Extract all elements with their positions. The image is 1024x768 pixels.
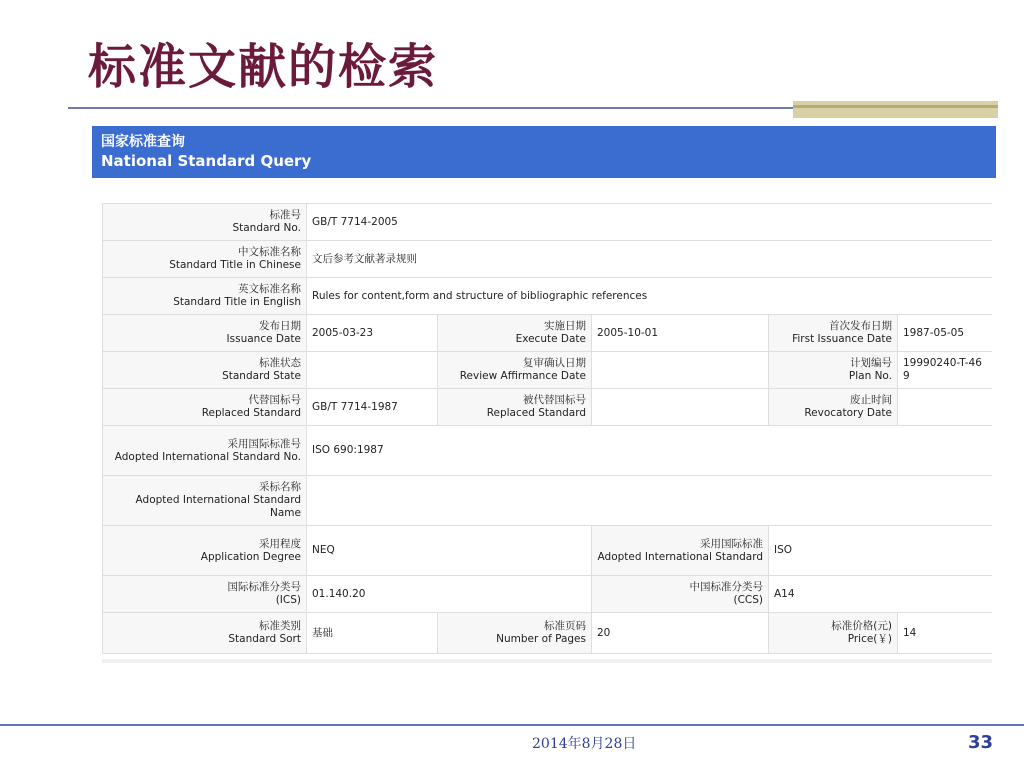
plan-no-value: 19990240-T-469: [898, 352, 993, 389]
table-row: [103, 476, 993, 526]
standard-sort-value: 基础: [307, 613, 438, 654]
table-row: [103, 352, 993, 389]
first-issuance-date-label: 首次发布日期 First Issuance Date: [769, 315, 898, 352]
adopted-intl-name-value: [307, 476, 993, 526]
standard-state-value: [307, 352, 438, 389]
adopted-intl-standard-value: ISO: [769, 526, 993, 576]
application-degree-label: 采用程度 Application Degree: [103, 526, 307, 576]
price-label: 标准价格(元) Price(￥): [769, 613, 898, 654]
standard-detail-panel: [102, 203, 992, 663]
price-value: 14: [898, 613, 993, 654]
page-number: 33: [968, 732, 994, 753]
plan-no-label: 计划编号 Plan No.: [769, 352, 898, 389]
adopted-intl-no-label: 采用国际标准号 Adopted International Standard No.: [103, 426, 307, 476]
table-row: [103, 204, 993, 241]
adopted-intl-name-label: 采标名称 Adopted International Standard Name: [103, 476, 307, 526]
replaced-standard-value: GB/T 7714-1987: [307, 389, 438, 426]
title-en-label: 英文标准名称 Standard Title in English: [103, 278, 307, 315]
revocatory-date-value: [898, 389, 993, 426]
revocatory-date-label: 废止时间 Revocatory Date: [769, 389, 898, 426]
query-header-title-cn: 国家标准查询: [101, 134, 185, 150]
table-row: [103, 426, 993, 476]
number-of-pages-label: 标准页码 Number of Pages: [438, 613, 592, 654]
title-cn-label: 中文标准名称 Standard Title in Chinese: [103, 241, 307, 278]
title-cn-value: 文后参考文献著录规则: [307, 241, 993, 278]
ccs-label: 中国标准分类号 (CCS): [592, 576, 769, 613]
issuance-date-label: 发布日期 Issuance Date: [103, 315, 307, 352]
standard-no-label: 标准号 Standard No.: [103, 204, 307, 241]
issuance-date-value: 2005-03-23: [307, 315, 438, 352]
execute-date-label: 实施日期 Execute Date: [438, 315, 592, 352]
slide-title: 标准文献的检索: [88, 39, 439, 95]
standard-state-label: 标准状态 Standard State: [103, 352, 307, 389]
ics-value: 01.140.20: [307, 576, 592, 613]
footer-divider: [0, 724, 1024, 726]
table-row: [103, 389, 993, 426]
query-header: [92, 126, 996, 178]
title-en-value: Rules for content,form and structure of bibliographic references: [307, 278, 993, 315]
table-row: [103, 241, 993, 278]
title-accent-bar: [793, 101, 998, 118]
number-of-pages-value: 20: [592, 613, 769, 654]
query-header-title-en: National Standard Query: [101, 152, 312, 170]
review-affirmance-date-value: [592, 352, 769, 389]
footer-date: 2014年8月28日: [532, 736, 637, 752]
ics-label: 国际标准分类号 (ICS): [103, 576, 307, 613]
adopted-intl-standard-label: 采用国际标准 Adopted International Standard: [592, 526, 769, 576]
table-row: [103, 613, 993, 654]
first-issuance-date-value: 1987-05-05: [898, 315, 993, 352]
replaced-by-standard-value: [592, 389, 769, 426]
table-row: [103, 315, 993, 352]
title-accent-stripe: [793, 105, 998, 108]
review-affirmance-date-label: 复审确认日期 Review Affirmance Date: [438, 352, 592, 389]
standard-no-value: GB/T 7714-2005: [307, 204, 993, 241]
ccs-value: A14: [769, 576, 993, 613]
standard-sort-label: 标准类别 Standard Sort: [103, 613, 307, 654]
replaced-by-standard-label: 被代替国标号 Replaced Standard: [438, 389, 592, 426]
table-row: [103, 526, 993, 576]
application-degree-value: NEQ: [307, 526, 592, 576]
replaced-standard-label: 代替国标号 Replaced Standard: [103, 389, 307, 426]
table-row: [103, 576, 993, 613]
standard-detail-table: [102, 203, 992, 654]
table-row: [103, 278, 993, 315]
execute-date-value: 2005-10-01: [592, 315, 769, 352]
adopted-intl-no-value: ISO 690:1987: [307, 426, 993, 476]
